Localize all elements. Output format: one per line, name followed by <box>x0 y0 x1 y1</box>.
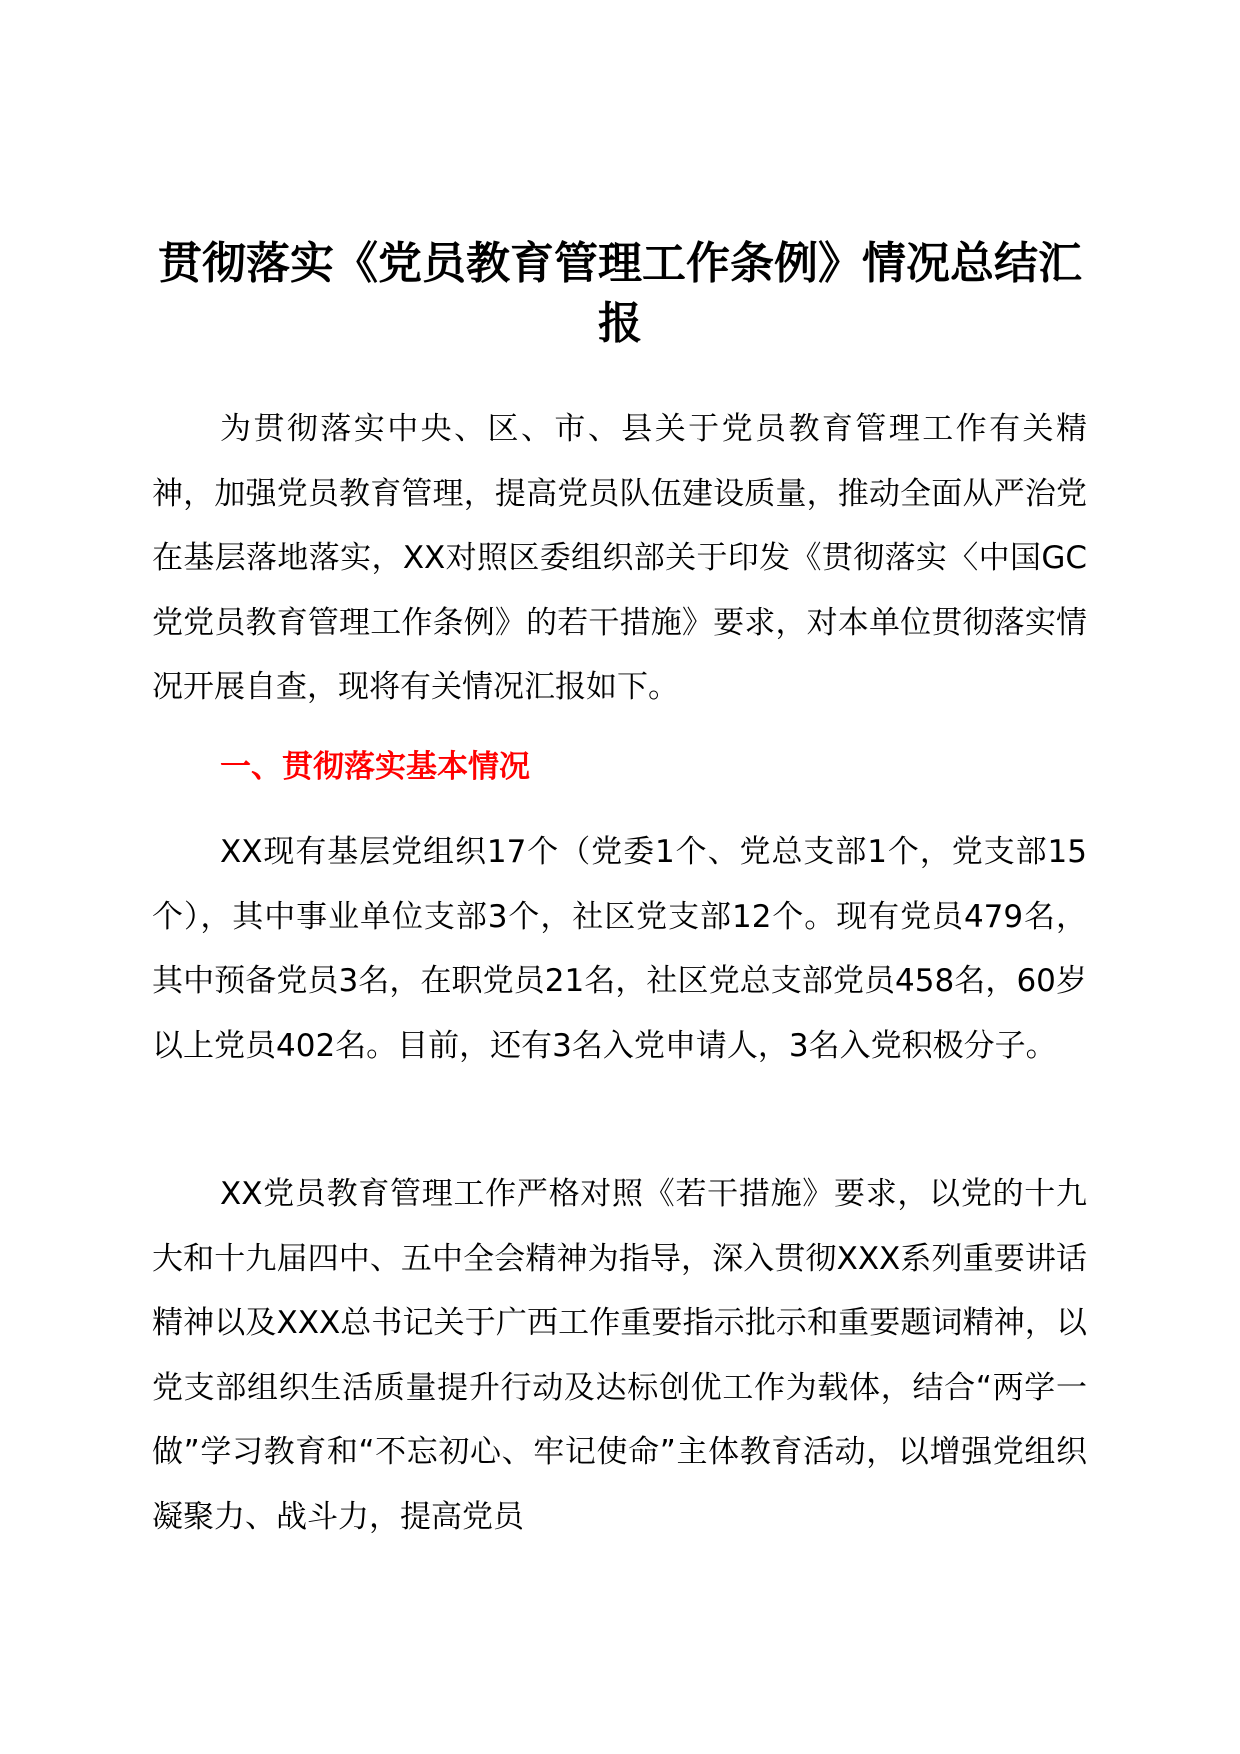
section-heading: 一、贯彻落实基本情况 <box>220 749 530 785</box>
basic-situation-paragraph: XX现有基层党组织17个（党委1个、党总支部1个，党支部15个），其中事业单位支部3个，社区党支部12个。现有党员479名，其中预备党员3名，在职党员21名，社区党总支部党员458名，60岁以上党员402名。目前，还有3名入党申请人，3名入党积极分子。 <box>152 834 1087 1064</box>
work-overview-paragraph: XX党员教育管理工作严格对照《若干措施》要求，以党的十九大和十九届四中、五中全会精神为指导，深入贯彻XXX系列重要讲话精神以及XXX总书记关于广西工作重要指示批示和重要题词精神，以党支部组织生活质量提升行动及达标创优工作为载体，结合“两学一做”学习教育和“不忘初心、牢记使命”主体教育活动，以增强党组织凝聚力、战斗力，提高党员 <box>152 1176 1087 1535</box>
intro-paragraph: 为贯彻落实中央、区、市、县关于党员教育管理工作有关精神，加强党员教育管理，提高党员队伍建设质量，推动全面从严治党在基层落地落实，XX对照区委组织部关于印发《贯彻落实〈中国GC党党员教育管理工作条例》的若干措施》要求，对本单位贯彻落实情况开展自查，现将有关情况汇报如下。 <box>152 411 1087 705</box>
document-title: 贯彻落实《党员教育管理工作条例》情况总结汇报 <box>158 238 1082 349</box>
